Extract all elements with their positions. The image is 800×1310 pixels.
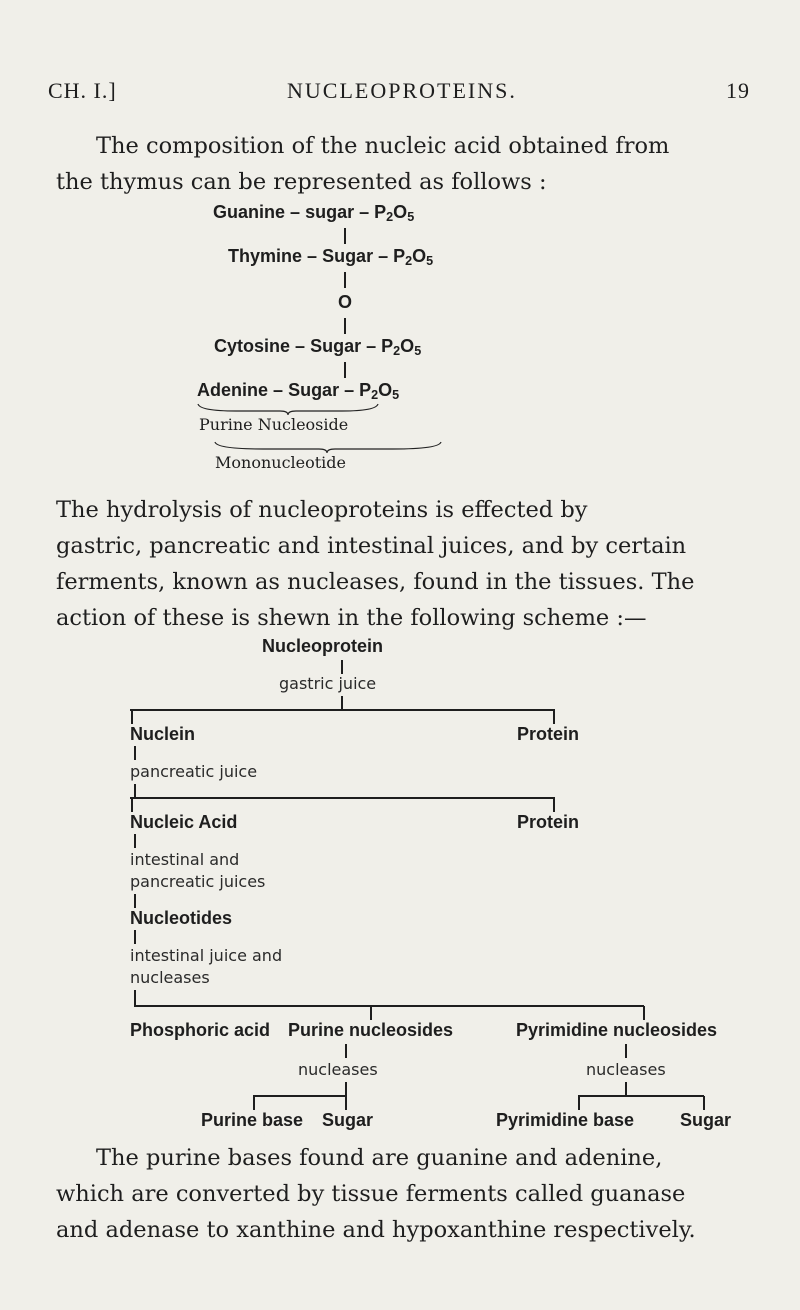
nucleases-label-left: nucleases <box>298 1060 378 1079</box>
pyrimidine-base-label: Pyrimidine base <box>496 1110 635 1130</box>
nucleotides-label: Nucleotides <box>130 908 233 928</box>
intestinal-nucleases-label-1: intestinal juice and <box>130 946 283 965</box>
formula-connector <box>344 318 346 334</box>
dash: – <box>366 336 377 356</box>
scheme-connector <box>578 1096 580 1110</box>
pancreatic-juice-label: pancreatic juice <box>130 762 258 781</box>
purine-base-label: Purine base <box>201 1110 304 1130</box>
nuclein-label: Nuclein <box>130 724 196 744</box>
sugar-label: sugar <box>305 202 355 222</box>
oxygen-link: O <box>338 292 353 312</box>
purine-nucleoside-label: Purine Nucleoside <box>199 415 349 434</box>
hydrolysis-line-1: The hydrolysis of nucleoproteins is effected by <box>56 497 588 523</box>
scheme-connector <box>345 1044 347 1058</box>
sugar-label-right: Sugar <box>680 1110 732 1130</box>
formula-row-guanine <box>213 202 414 224</box>
scheme-connector <box>341 660 343 674</box>
scheme-connector <box>134 894 136 908</box>
scheme-branch-line <box>578 1095 704 1097</box>
formula-row-thymine <box>228 246 433 268</box>
guanine-label: Guanine <box>213 202 286 222</box>
gastric-juice-label: gastric juice <box>279 674 377 693</box>
intestinal-nucleases-label-2: nucleases <box>130 968 210 987</box>
purine-nucleosides-label: Purine nucleosides <box>288 1020 454 1040</box>
mononucleotide-label: Mononucleotide <box>215 453 346 472</box>
phosphoric-acid-label: Phosphoric acid <box>130 1020 271 1040</box>
nucleic-acid-label: Nucleic Acid <box>130 812 238 832</box>
protein-label-1: Protein <box>517 724 580 744</box>
formula-row-cytosine <box>214 336 421 358</box>
dash: – <box>273 380 284 400</box>
scheme-branch-line <box>253 1095 346 1097</box>
closing-line-1: The purine bases found are guanine and adenine, <box>96 1145 663 1171</box>
scheme-connector <box>134 834 136 848</box>
dash: – <box>344 380 355 400</box>
running-header-chapter: CH. I.] <box>48 78 117 103</box>
scheme-connector <box>345 1082 347 1096</box>
formula-connector <box>344 362 346 378</box>
adenine-label: Adenine <box>197 380 269 400</box>
closing-paragraph <box>56 1140 750 1248</box>
sugar-label: Sugar <box>310 336 362 356</box>
scheme-connector <box>643 1006 645 1020</box>
scheme-connector <box>625 1044 627 1058</box>
scheme-connector <box>341 696 343 710</box>
sugar-label: Sugar <box>288 380 340 400</box>
scheme-connector <box>345 1096 347 1110</box>
cytosine-label: Cytosine <box>214 336 291 356</box>
intestinal-pancreatic-label-1: intestinal and <box>130 850 240 869</box>
running-header-title: NUCLEOPROTEINS. <box>287 78 517 103</box>
scheme-connector <box>134 930 136 944</box>
page-number: 19 <box>726 78 750 103</box>
closing-line-2: which are converted by tissue ferments called guanase <box>56 1181 686 1207</box>
intro-paragraph <box>56 128 750 200</box>
protein-label-2: Protein <box>517 812 580 832</box>
scheme-connector <box>134 990 136 1006</box>
formula-row-adenine <box>197 380 399 402</box>
scheme-branch-line <box>134 1005 644 1007</box>
scheme-connector <box>253 1096 255 1110</box>
dash: – <box>307 246 318 266</box>
scheme-connector <box>553 710 555 724</box>
sugar-label: Sugar <box>322 246 374 266</box>
closing-line-3: and adenase to xanthine and hypoxanthine respectively. <box>56 1217 696 1243</box>
scheme-connector <box>131 798 133 812</box>
intestinal-pancreatic-label-2: pancreatic juices <box>130 872 266 891</box>
p2o5-label: $P_2O_5$ <box>374 202 415 224</box>
dash: – <box>295 336 306 356</box>
p2o5-label: $P_2O_5$ <box>393 246 434 268</box>
sugar-label-left: Sugar <box>322 1110 374 1130</box>
scheme-branch-line <box>130 797 555 799</box>
dash: – <box>359 202 370 222</box>
p2o5-label: $P_2O_5$ <box>359 380 400 402</box>
formula-connector <box>344 228 346 244</box>
scheme-connector <box>370 1006 372 1020</box>
dash: – <box>290 202 301 222</box>
hydrolysis-line-4: action of these is shewn in the following scheme :— <box>56 605 647 631</box>
hydrolysis-line-3: ferments, known as nucleases, found in the tissues. The <box>56 569 695 595</box>
scheme-connector <box>625 1082 627 1096</box>
p2o5-label: $P_2O_5$ <box>381 336 422 358</box>
scheme-connector <box>553 798 555 812</box>
intro-line-2: the thymus can be represented as follows : <box>56 169 547 195</box>
scheme-connector <box>134 784 136 798</box>
hydrolysis-line-2: gastric, pancreatic and intestinal juices, and by certain <box>56 533 687 559</box>
thymine-label: Thymine <box>228 246 303 266</box>
intro-line-1: The composition of the nucleic acid obtained from <box>96 133 670 159</box>
purine-nucleoside-brace <box>196 402 381 416</box>
hydrolysis-paragraph <box>56 492 750 636</box>
pyrimidine-nucleosides-label: Pyrimidine nucleosides <box>516 1020 718 1040</box>
nucleoprotein-label: Nucleoprotein <box>262 636 384 656</box>
scheme-connector <box>134 746 136 760</box>
dash: – <box>378 246 389 266</box>
scheme-branch-line <box>130 709 555 711</box>
nucleases-label-right: nucleases <box>586 1060 666 1079</box>
scheme-connector <box>703 1096 705 1110</box>
formula-connector <box>344 272 346 288</box>
mononucleotide-brace <box>213 440 443 454</box>
scheme-connector <box>131 710 133 724</box>
